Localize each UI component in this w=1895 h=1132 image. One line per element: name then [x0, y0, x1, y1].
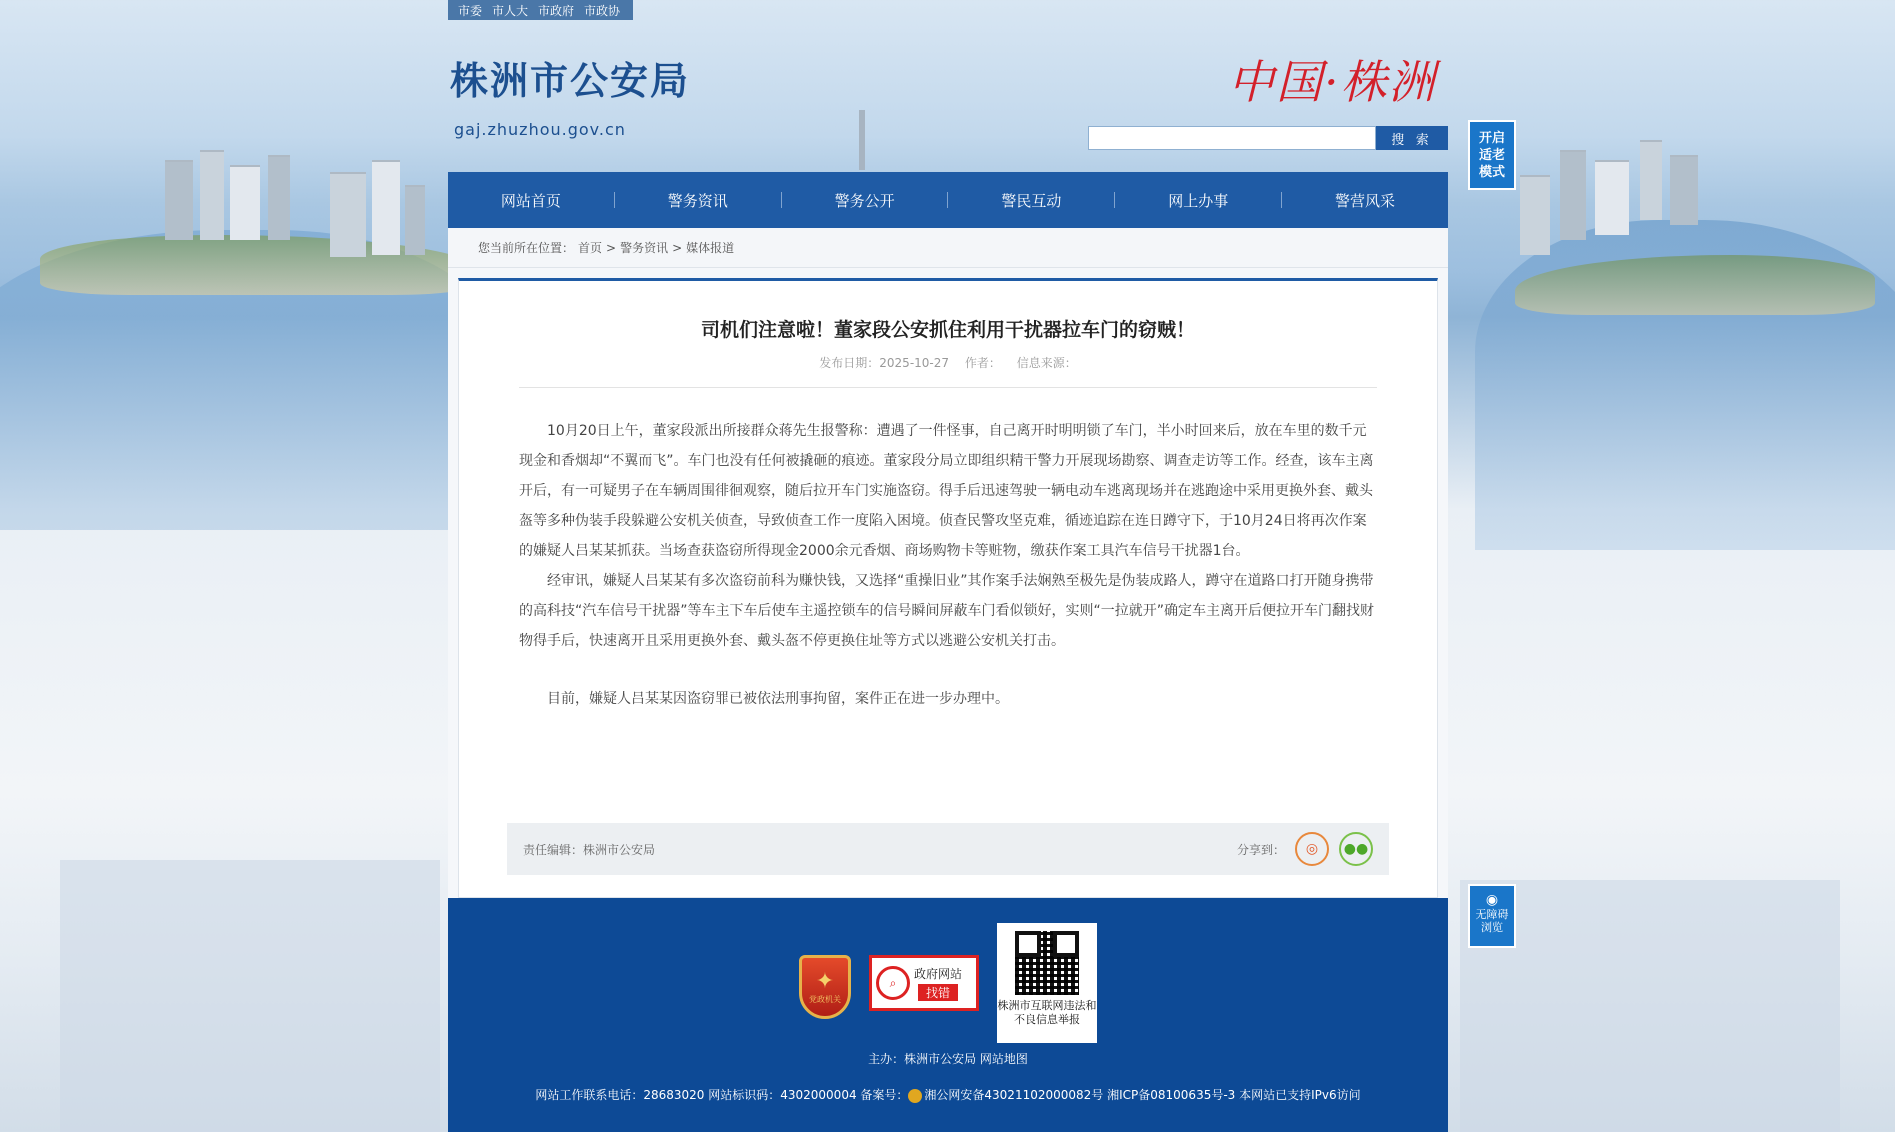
- building: [405, 185, 425, 255]
- top-links: [448, 0, 633, 20]
- footer-contact: [448, 1086, 1448, 1103]
- building: [230, 165, 260, 240]
- author: 作者：: [964, 356, 1001, 370]
- building: [200, 150, 224, 240]
- footer-sponsor: 主办：株洲市公安局 网站地图: [868, 1052, 1028, 1066]
- city-brand-logo: 中国·株洲: [1228, 55, 1437, 109]
- building: [1670, 155, 1698, 225]
- article-body: [519, 416, 1377, 714]
- footer-badges: [448, 923, 1448, 1043]
- article-paragraph: 经审讯，嫌疑人吕某某有多次盗窃前科为赚快钱，又选择“重操旧业”其作案手法娴熟至极先是伪装成路人，蹲守在道路口打开随身携带的高科技“汽车信号干扰器”等车主下车后使车主遥控锁车的信号瞬间屏蔽车门看似锁好，实则“一拉就开”确定车主离开后便拉开车门翻找财物得手后，快速离开且采用更换外套、戴头盔不停更换住址等方式以逃避公安机关打击。: [519, 573, 1375, 649]
- top-link-government[interactable]: 市政府: [538, 3, 575, 18]
- site-url: gaj.zhuzhou.gov.cn: [454, 120, 626, 139]
- nav-online-service[interactable]: 网上办事: [1168, 191, 1229, 210]
- search-input[interactable]: [1088, 126, 1376, 150]
- article-paragraph: 10月20日上午，董家段派出所接群众蒋先生报警称：遭遇了一件怪事，自己离开时明明锁了车门，半小时回来后，放在车里的数千元现金和香烟却“不翼而飞”。车门也没有任何被撬砸的痕迹。董家段分局立即组织精干警力开展现场勘察、调查走访等工作。经查，该车主离开后，有一可疑男子在车辆周围徘徊观察，随后拉开车门实施盗窃。得手后迅速驾驶一辆电动车逃离现场并在逃跑途中采用更换外套、戴头盔等多种伪装手段躲避公安机关侦查，导致侦查工作一度陷入困境。侦查民警攻坚克难，循迹追踪在连日蹲守下，于10月24日将再次作案的嫌疑人吕某某抓获。当场查获盗窃所得现金2000余元香烟、商场购物卡等赃物，缴获作案工具汽车信号干扰器1台。: [519, 423, 1374, 559]
- building: [165, 160, 193, 240]
- footer-beian[interactable]: 湘公网安备43021102000082号 湘ICP备08100635号-3 本网站已支持IPv6访问: [924, 1088, 1361, 1102]
- nav-home[interactable]: 网站首页: [500, 191, 561, 210]
- building: [330, 172, 366, 257]
- top-link-cppcc[interactable]: 市政协: [584, 3, 621, 18]
- building: [1595, 160, 1629, 235]
- elder-mode-line: 模式: [1478, 165, 1505, 180]
- report-error-line2: 找错: [918, 984, 958, 1001]
- emblem-icon: ✦: [815, 969, 835, 994]
- elder-mode-button[interactable]: [1468, 120, 1516, 190]
- magnifier-icon: ⌕: [876, 966, 910, 1000]
- breadcrumb-home[interactable]: 首页: [578, 241, 603, 255]
- weibo-share-icon[interactable]: ◎: [1295, 832, 1329, 866]
- nav-police-news[interactable]: 警务资讯: [667, 191, 728, 210]
- share-label: 分享到：: [1236, 842, 1285, 857]
- breadcrumb: [448, 228, 1448, 268]
- wechat-share-icon[interactable]: ●●: [1339, 832, 1373, 866]
- search-button[interactable]: 搜 索: [1376, 126, 1448, 150]
- accessibility-line: 浏览: [1481, 921, 1503, 934]
- qr-label: 株洲市互联网违法和不良信息举报: [997, 999, 1097, 1026]
- article-meta: [519, 354, 1377, 388]
- article-title: 司机们注意啦！董家段公安抓住利用干扰器拉车门的窃贼！: [700, 319, 1195, 341]
- elder-mode-line: 开启: [1478, 131, 1505, 146]
- qr-code-icon: [1015, 931, 1079, 995]
- header: [448, 20, 1448, 172]
- police-badge-icon: [908, 1089, 922, 1103]
- breadcrumb-sep: >: [672, 240, 683, 255]
- party-gov-badge[interactable]: [799, 955, 851, 1019]
- building: [268, 155, 290, 240]
- page-container: [448, 0, 1448, 1132]
- content-wrapper: [448, 268, 1448, 898]
- footer-contact-text: 网站工作联系电话：28683020 网站标识码：4302000004 备案号：: [535, 1088, 909, 1102]
- top-link-party[interactable]: 市委: [458, 3, 483, 18]
- article-footer-bar: [507, 823, 1389, 875]
- top-link-congress[interactable]: 市人大: [492, 3, 529, 18]
- report-error-text: [914, 965, 962, 1001]
- party-gov-text: 党政机关: [809, 995, 841, 1004]
- breadcrumb-news[interactable]: 警务资讯: [620, 241, 669, 255]
- breadcrumb-media[interactable]: 媒体报道: [686, 241, 735, 255]
- accessibility-button[interactable]: [1468, 884, 1516, 948]
- building: [1640, 140, 1662, 220]
- source: 信息来源：: [1016, 356, 1077, 370]
- eye-icon: ◉: [1485, 892, 1499, 908]
- nav-interaction[interactable]: 警民互动: [1001, 191, 1062, 210]
- building: [372, 160, 400, 255]
- city-silhouette-right: [1460, 880, 1840, 1132]
- report-qr-box[interactable]: [997, 923, 1097, 1043]
- building: [1520, 175, 1550, 255]
- article-panel: [458, 278, 1438, 898]
- nav-police-disclosure[interactable]: 警务公开: [834, 191, 895, 210]
- report-error-badge[interactable]: [869, 955, 979, 1011]
- building: [1560, 150, 1586, 240]
- search-box: [1088, 126, 1448, 150]
- city-silhouette-left: [60, 860, 440, 1132]
- publish-date: 发布日期：2025-10-27: [819, 356, 950, 370]
- accessibility-line: 无障碍: [1475, 908, 1509, 921]
- site-footer: [448, 898, 1448, 1132]
- site-title[interactable]: 株洲市公安局: [450, 58, 691, 103]
- article-paragraph: 目前，嫌疑人吕某某因盗窃罪已被依法刑事拘留，案件正在进一步办理中。: [547, 691, 1009, 707]
- main-nav: [448, 172, 1448, 228]
- share-group: [1237, 832, 1373, 866]
- nav-gallery[interactable]: 警营风采: [1335, 191, 1396, 210]
- breadcrumb-label: 您当前所在位置：: [478, 241, 575, 255]
- editor-label: 责任编辑：株洲市公安局: [523, 842, 656, 857]
- report-error-line1: 政府网站: [914, 967, 963, 981]
- elder-mode-line: 适老: [1478, 148, 1505, 163]
- breadcrumb-sep: >: [606, 240, 617, 255]
